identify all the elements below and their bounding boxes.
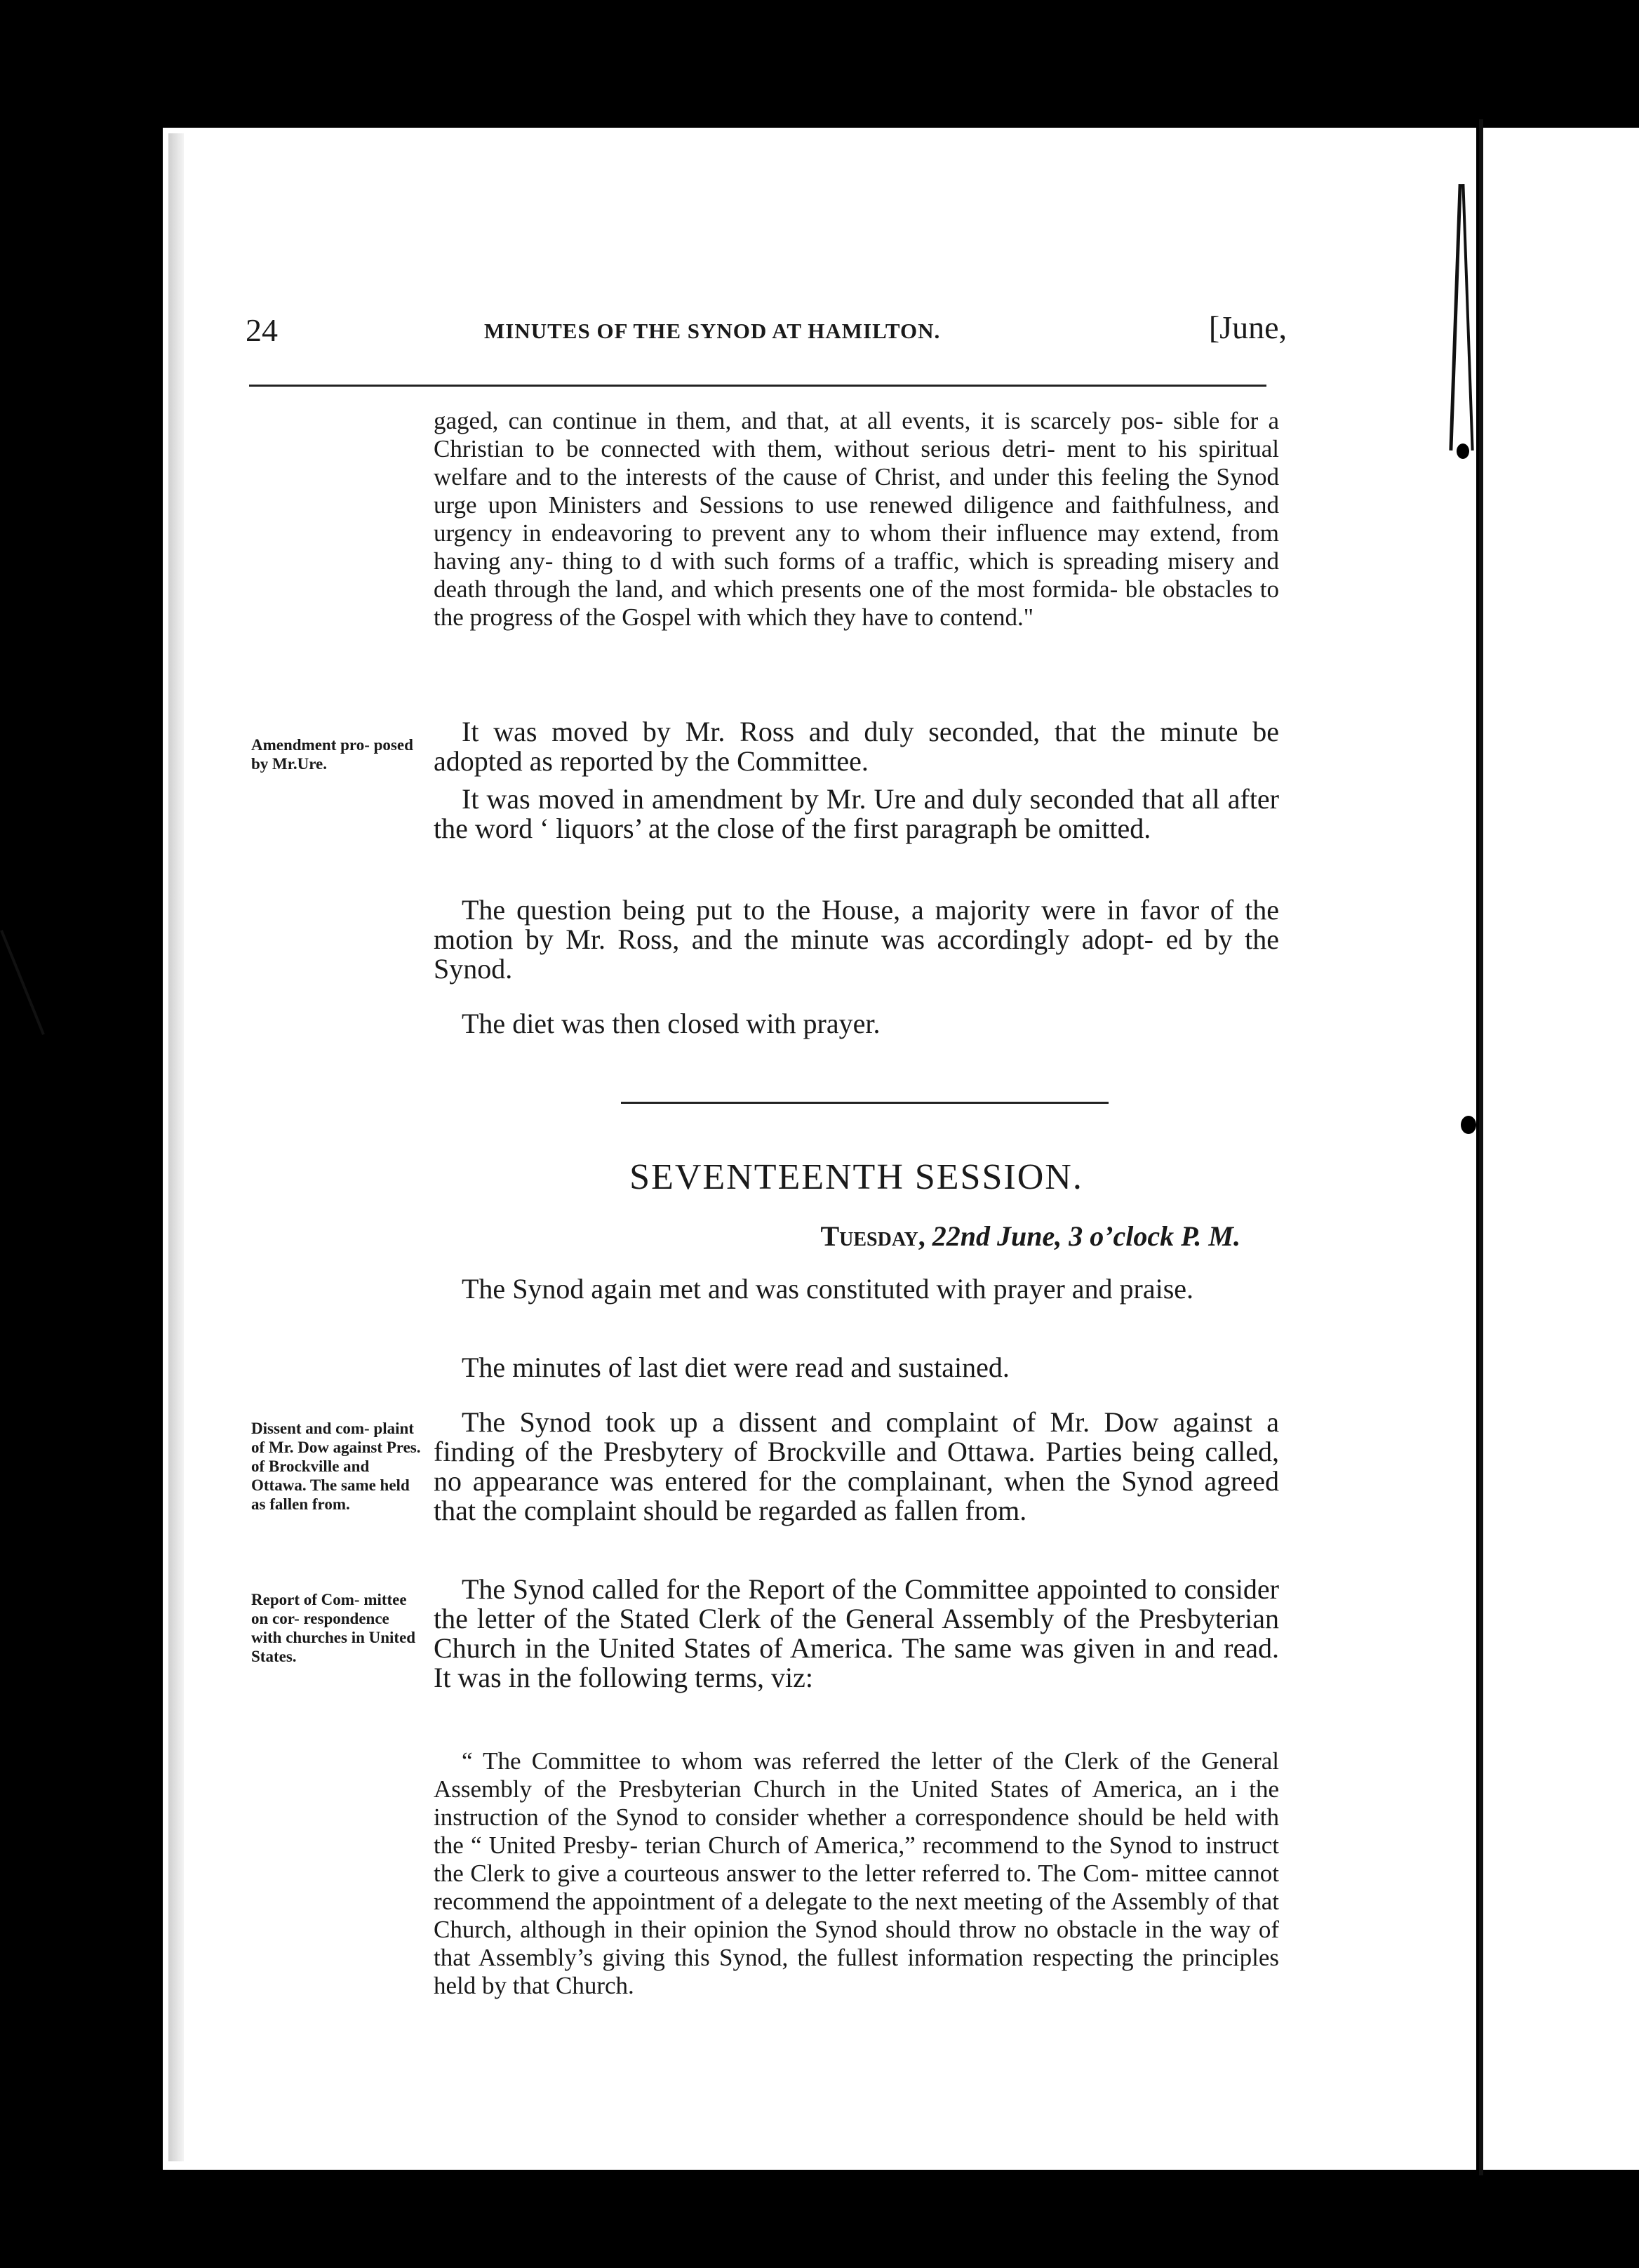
- committee-report-quote-text: “ The Committee to whom was referred the letter of the Clerk of the General Assembly of the Presbyterian Church in the United States of America, an i the instruction of the Synod to consider whether a correspondence should be held with the “ United Presby- terian Church of America,” recommend to the Synod to instruct the Clerk to give a courteous answer to the letter referred to. The Com- mittee cannot recommend the appointment of a delegate to the next meeting of the Assembly of that Church, although in their opinion the Synod should throw no obstacle in the way of that Assembly’s giving this Synod, the fullest information respecting the principles held by that Church.: [434, 1747, 1279, 1999]
- session-day: Tuesday,: [820, 1220, 925, 1252]
- section-divider: [621, 1102, 1109, 1104]
- committee-report-quote: [434, 1747, 1279, 2000]
- margin-note-dissent-text: Dissent and com- plaint of Mr. Dow against Pres. of Brockville and Ottawa. The same held as fallen from.: [251, 1420, 421, 1513]
- paragraph-minutes-read-text: The minutes of last diet were read and sustained.: [462, 1352, 1010, 1383]
- facing-page-edge: [1483, 128, 1639, 2170]
- ink-spot: [1461, 1116, 1476, 1134]
- page-header: [246, 309, 1291, 351]
- paragraph-closed-text: The diet was then closed with prayer.: [462, 1008, 881, 1039]
- paragraph-moved-ure-text: It was moved in amendment by Mr. Ure and duly seconded that all after the word ‘ liquors’ at the close of the first paragraph be omitted.: [434, 783, 1279, 844]
- paragraph-met: [434, 1274, 1279, 1304]
- margin-note-dissent: [251, 1419, 423, 1514]
- page-gutter-shadow: [168, 133, 184, 2161]
- margin-note-report-text: Report of Com- mittee on cor- respondence with churches in United States.: [251, 1591, 416, 1665]
- paragraph-question: [434, 895, 1279, 984]
- paragraph-report-text: The Synod called for the Report of the Committee appointed to consider the letter of the Stated Clerk of the General Assembly of the Presbyterian Church in the United States of America. The same was given in and read. It was in the following terms, viz:: [434, 1573, 1279, 1693]
- running-head: MINUTES OF THE SYNOD AT HAMILTON.: [484, 319, 941, 343]
- paragraph-dissent-text: The Synod took up a dissent and complaint of Mr. Dow against a finding of the Presbytery of Brockville and Ottawa. Parties being called, no appearance was entered for the complainant, when the Synod agreed that the complaint should be regarded as fallen from.: [434, 1406, 1279, 1526]
- quote-continuation: [434, 407, 1279, 632]
- paragraph-minutes-read: [434, 1353, 1279, 1382]
- ink-spot: [1457, 443, 1469, 459]
- paragraph-moved-ross: [434, 717, 1279, 776]
- session-heading: SEVENTEENTH SESSION.: [629, 1157, 1083, 1197]
- running-head-month: [June,: [1208, 309, 1287, 345]
- paragraph-dissent: [434, 1408, 1279, 1526]
- session-date-time: 22nd June, 3 o’clock P. M.: [932, 1220, 1240, 1252]
- page-number: 24: [246, 312, 278, 348]
- paragraph-report: [434, 1575, 1279, 1693]
- margin-note-amendment-text: Amendment pro- posed by Mr.Ure.: [251, 736, 413, 773]
- paragraph-moved-ure: [434, 785, 1279, 843]
- paragraph-moved-ross-text: It was moved by Mr. Ross and duly seconded, that the minute be adopted as reported by the Committee.: [434, 716, 1279, 777]
- page-curl-mark: [0, 930, 45, 1035]
- margin-note-amendment: [251, 735, 423, 773]
- paragraph-question-text: The question being put to the House, a majority were in favor of the motion by Mr. Ross, and the minute was accordingly adopt- ed by the Synod.: [434, 894, 1279, 985]
- paragraph-closed: [434, 1009, 1279, 1039]
- margin-note-report: [251, 1590, 423, 1666]
- quote-continuation-text: gaged, can continue in them, and that, at all events, it is scarcely pos- sible for a Christian to be connected with them, without serious detri- ment to his spiritual welfare and to the interests of the cause of Christ, and under this feeling the Synod urge upon Ministers and Sessions to use renewed diligence and faithfulness, and urgency in endeavoring to prevent any to whom their influence may extend, from having any- thing to d with such forms of a traffic, which is spreading misery and death through the land, and which presents one of the most formida- ble obstacles to the progress of the Gospel with which they have to contend.": [434, 407, 1279, 631]
- session-date: [434, 1220, 1240, 1253]
- header-rule: [249, 385, 1266, 387]
- paragraph-met-text: The Synod again met and was constituted with prayer and praise.: [462, 1273, 1194, 1305]
